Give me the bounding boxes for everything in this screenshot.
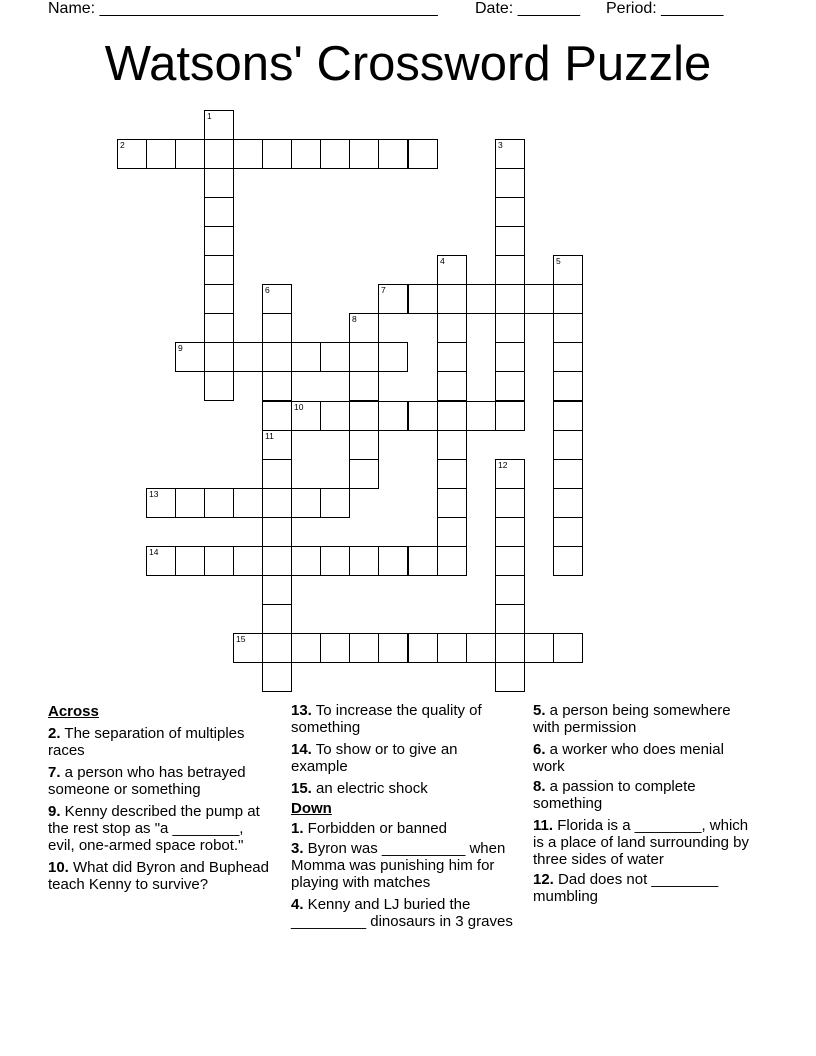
grid-cell[interactable] xyxy=(553,488,583,518)
grid-cell[interactable] xyxy=(495,313,525,343)
grid-cell[interactable] xyxy=(204,226,234,256)
grid-cell[interactable] xyxy=(262,488,292,518)
grid-cell[interactable] xyxy=(204,342,234,372)
clue-across-15: 15. an electric shock xyxy=(291,780,428,797)
grid-cell[interactable] xyxy=(408,401,438,431)
grid-cell[interactable] xyxy=(378,284,408,314)
cell-number: 4 xyxy=(440,256,445,266)
clue-down-11: 11. Florida is a ________, which is a place of land surrounding by three sides of water xyxy=(533,817,749,868)
clue-down-8: 8. a passion to complete something xyxy=(533,778,696,812)
grid-cell[interactable] xyxy=(320,633,350,663)
cell-number: 7 xyxy=(381,285,386,295)
grid-cell[interactable] xyxy=(495,342,525,372)
grid-cell[interactable] xyxy=(349,430,379,460)
grid-cell[interactable] xyxy=(553,284,583,314)
grid-cell[interactable] xyxy=(437,459,467,489)
grid-cell[interactable] xyxy=(175,342,205,372)
grid-cell[interactable] xyxy=(495,255,525,285)
grid-cell[interactable] xyxy=(262,517,292,547)
grid-cell[interactable] xyxy=(204,168,234,198)
grid-cell[interactable] xyxy=(262,139,292,169)
grid-cell[interactable] xyxy=(437,255,467,285)
grid-cell[interactable] xyxy=(320,342,350,372)
grid-cell[interactable] xyxy=(378,342,408,372)
grid-cell[interactable] xyxy=(262,371,292,401)
grid-cell[interactable] xyxy=(553,517,583,547)
grid-cell[interactable] xyxy=(437,342,467,372)
grid-cell[interactable] xyxy=(262,430,292,460)
grid-cell[interactable] xyxy=(175,139,205,169)
cell-number: 1 xyxy=(207,111,212,121)
grid-cell[interactable] xyxy=(320,546,350,576)
grid-cell[interactable] xyxy=(378,546,408,576)
grid-cell[interactable] xyxy=(262,401,292,431)
grid-cell[interactable] xyxy=(262,284,292,314)
cell-number: 15 xyxy=(236,634,246,644)
grid-cell[interactable] xyxy=(553,313,583,343)
grid-cell[interactable] xyxy=(349,313,379,343)
grid-cell[interactable] xyxy=(437,546,467,576)
cell-number: 11 xyxy=(265,431,274,441)
grid-cell[interactable] xyxy=(262,633,292,663)
grid-cell[interactable] xyxy=(553,633,583,663)
grid-cell[interactable] xyxy=(349,633,379,663)
grid-cell[interactable] xyxy=(291,633,321,663)
grid-cell[interactable] xyxy=(320,139,350,169)
grid-cell[interactable] xyxy=(378,401,408,431)
grid-cell[interactable] xyxy=(437,430,467,460)
grid-cell[interactable] xyxy=(233,546,263,576)
grid-cell[interactable] xyxy=(204,546,234,576)
grid-cell[interactable] xyxy=(408,284,438,314)
grid-cell[interactable] xyxy=(204,197,234,227)
grid-cell[interactable] xyxy=(262,313,292,343)
grid-cell[interactable] xyxy=(378,139,408,169)
clue-down-3: 3. Byron was __________ when Momma was punishing him for playing with matches xyxy=(291,840,506,891)
grid-cell[interactable] xyxy=(204,255,234,285)
grid-cell[interactable] xyxy=(204,488,234,518)
grid-cell[interactable] xyxy=(262,342,292,372)
grid-cell[interactable] xyxy=(262,546,292,576)
clue-across-10: 10. What did Byron and Buphead teach Kenny to survive? xyxy=(48,859,269,893)
grid-cell[interactable] xyxy=(291,139,321,169)
clue-down-1: 1. Forbidden or banned xyxy=(291,820,447,837)
grid-cell[interactable] xyxy=(349,546,379,576)
grid-cell[interactable] xyxy=(495,197,525,227)
grid-cell[interactable] xyxy=(495,284,525,314)
grid-cell[interactable] xyxy=(204,313,234,343)
grid-cell[interactable] xyxy=(437,284,467,314)
cell-number: 8 xyxy=(352,314,357,324)
grid-cell[interactable] xyxy=(146,488,176,518)
grid-cell[interactable] xyxy=(495,401,525,431)
grid-cell[interactable] xyxy=(117,139,147,169)
cell-number: 3 xyxy=(498,140,503,150)
down-heading: Down xyxy=(291,800,332,817)
grid-cell[interactable] xyxy=(349,139,379,169)
grid-cell[interactable] xyxy=(495,517,525,547)
grid-cell[interactable] xyxy=(349,401,379,431)
grid-cell[interactable] xyxy=(233,139,263,169)
grid-cell[interactable] xyxy=(291,342,321,372)
date-field[interactable]: Date: _______ xyxy=(475,0,580,17)
grid-cell[interactable] xyxy=(349,371,379,401)
grid-cell[interactable] xyxy=(408,139,438,169)
grid-cell[interactable] xyxy=(233,342,263,372)
grid-cell[interactable] xyxy=(204,110,234,140)
grid-cell[interactable] xyxy=(495,604,525,634)
clues-column-3 xyxy=(533,700,758,905)
grid-cell[interactable] xyxy=(495,371,525,401)
grid-cell[interactable] xyxy=(408,633,438,663)
grid-cell[interactable] xyxy=(437,313,467,343)
clue-down-5: 5. a person being somewhere with permission xyxy=(533,702,731,736)
clue-across-7: 7. a person who has betrayed someone or something xyxy=(48,764,246,798)
cell-number: 10 xyxy=(294,402,304,412)
grid-cell[interactable] xyxy=(262,459,292,489)
clues-column-2 xyxy=(291,700,516,930)
grid-cell[interactable] xyxy=(408,546,438,576)
clue-across-13: 13. To increase the quality of something xyxy=(291,702,482,736)
grid-cell[interactable] xyxy=(175,546,205,576)
cell-number: 2 xyxy=(120,140,125,150)
grid-cell[interactable] xyxy=(146,546,176,576)
grid-cell[interactable] xyxy=(553,430,583,460)
grid-cell[interactable] xyxy=(437,517,467,547)
grid-cell[interactable] xyxy=(146,139,176,169)
grid-cell[interactable] xyxy=(495,139,525,169)
cell-number: 14 xyxy=(149,547,159,557)
clue-down-4: 4. Kenny and LJ buried the _________ dinosaurs in 3 graves xyxy=(291,896,513,930)
grid-cell[interactable] xyxy=(291,488,321,518)
cell-number: 5 xyxy=(556,256,561,266)
grid-cell[interactable] xyxy=(524,284,554,314)
grid-cell[interactable] xyxy=(437,633,467,663)
grid-cell[interactable] xyxy=(466,284,496,314)
grid-cell[interactable] xyxy=(175,488,205,518)
grid-cell[interactable] xyxy=(495,168,525,198)
grid-cell[interactable] xyxy=(320,488,350,518)
grid-cell[interactable] xyxy=(524,633,554,663)
grid-cell[interactable] xyxy=(291,546,321,576)
grid-cell[interactable] xyxy=(553,546,583,576)
cell-number: 6 xyxy=(265,285,270,295)
cell-number: 12 xyxy=(498,460,508,470)
grid-cell[interactable] xyxy=(495,575,525,605)
clue-across-9: 9. Kenny described the pump at the rest stop as "a ________, evil, one-armed space robot." xyxy=(48,803,260,854)
clue-across-14: 14. To show or to give an example xyxy=(291,741,458,775)
name-field[interactable]: Name: ______________________________________ xyxy=(48,0,438,17)
grid-cell[interactable] xyxy=(378,633,408,663)
grid-cell[interactable] xyxy=(553,255,583,285)
grid-cell[interactable] xyxy=(553,459,583,489)
page-title: Watsons' Crossword Puzzle xyxy=(104,37,712,91)
cell-number: 13 xyxy=(149,489,159,499)
across-heading: Across xyxy=(48,703,99,720)
clue-across-2: 2. The separation of multiples races xyxy=(48,725,245,759)
clues-column-1 xyxy=(48,700,273,893)
clue-down-6: 6. a worker who does menial work xyxy=(533,741,724,775)
grid-cell[interactable] xyxy=(495,226,525,256)
grid-cell[interactable] xyxy=(495,633,525,663)
grid-cell[interactable] xyxy=(437,371,467,401)
grid-cell[interactable] xyxy=(553,401,583,431)
grid-cell[interactable] xyxy=(349,342,379,372)
grid-cell[interactable] xyxy=(553,371,583,401)
grid-cell[interactable] xyxy=(495,546,525,576)
grid-cell[interactable] xyxy=(204,284,234,314)
grid-cell[interactable] xyxy=(204,371,234,401)
period-field[interactable]: Period: _______ xyxy=(606,0,724,17)
grid-cell[interactable] xyxy=(495,662,525,692)
grid-cell[interactable] xyxy=(466,633,496,663)
grid-cell[interactable] xyxy=(553,342,583,372)
grid-cell[interactable] xyxy=(320,401,350,431)
grid-cell[interactable] xyxy=(349,459,379,489)
grid-cell[interactable] xyxy=(495,459,525,489)
grid-cell[interactable] xyxy=(262,604,292,634)
grid-cell[interactable] xyxy=(204,139,234,169)
grid-cell[interactable] xyxy=(291,401,321,431)
clue-down-12: 12. Dad does not ________ mumbling xyxy=(533,871,719,905)
cell-number: 9 xyxy=(178,343,183,353)
grid-cell[interactable] xyxy=(437,488,467,518)
grid-cell[interactable] xyxy=(495,488,525,518)
grid-cell[interactable] xyxy=(233,633,263,663)
grid-cell[interactable] xyxy=(437,401,467,431)
grid-cell[interactable] xyxy=(233,488,263,518)
grid-cell[interactable] xyxy=(262,575,292,605)
student-info-header xyxy=(48,0,768,20)
grid-cell[interactable] xyxy=(466,401,496,431)
grid-cell[interactable] xyxy=(262,662,292,692)
